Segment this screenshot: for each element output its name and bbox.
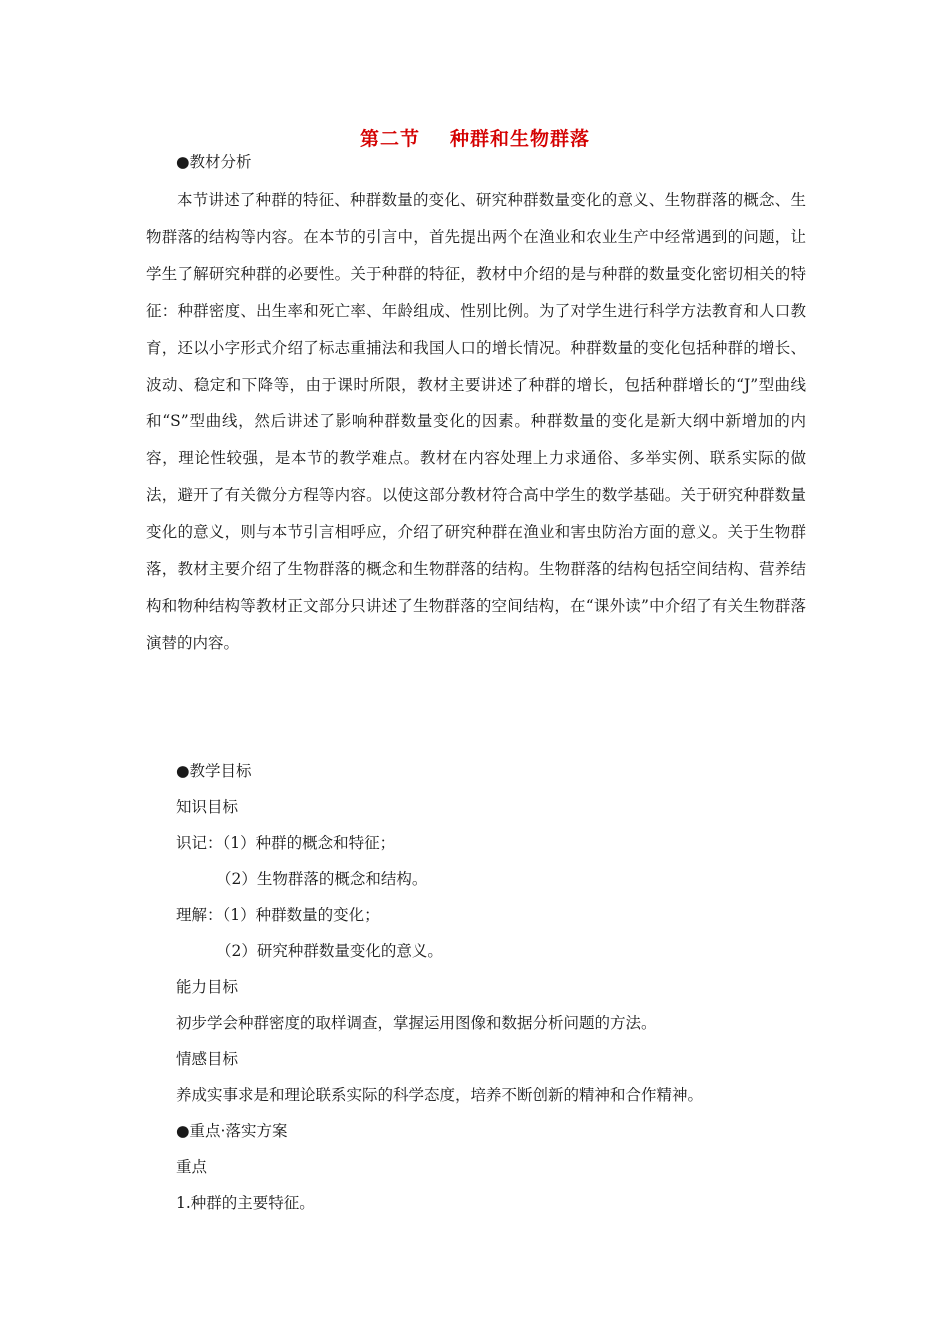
title-section-number: 第二节 (359, 128, 420, 150)
understand-item-2: （2）研究种群数量变化的意义。 (216, 942, 443, 960)
recall-item-2: （2）生物群落的概念和结构。 (216, 870, 428, 888)
key-point-1: 1.种群的主要特征。 (176, 1194, 315, 1212)
knowledge-goal-label: 知识目标 (176, 798, 239, 816)
understand-item-1: 理解：（1）种群数量的变化； (176, 906, 380, 924)
emotion-goal-label: 情感目标 (176, 1050, 239, 1068)
recall-item-1: 识记：（1）种群的概念和特征； (176, 834, 396, 852)
ability-goal-label: 能力目标 (176, 978, 239, 996)
ability-goal-text: 初步学会种群密度的取样调查，掌握运用图像和数据分析问题的方法。 (176, 1014, 657, 1032)
emotion-goal-text: 养成实事求是和理论联系实际的科学态度，培养不断创新的精神和合作精神。 (176, 1086, 704, 1104)
key-points-label: 重点 (176, 1158, 208, 1176)
heading-key-points: ●重点·落实方案 (176, 1122, 288, 1140)
heading-teaching-goals: ●教学目标 (176, 762, 252, 780)
title-topic: 种群和生物群落 (450, 128, 591, 150)
heading-textbook-analysis: ●教材分析 (176, 153, 252, 171)
section-title (0, 124, 950, 151)
analysis-paragraph: 本节讲述了种群的特征、种群数量的变化、研究种群数量变化的意义、生物群落的概念、生物群落的结构等内容。在本节的引言中，首先提出两个在渔业和农业生产中经常遇到的问题，让学生了解研究种群的必要性。关于种群的特征，教材中介绍的是与种群的数量变化密切相关的特征：种群密度、出生率和死亡率、年龄组成、性别比例。为了对学生进行科学方法教育和人口教育，还以小字形式介绍了标志重捕法和我国人口的增长情况。种群数量的变化包括种群的增长、波动、稳定和下降等，由于课时所限，教材主要讲述了种群的增长，包括种群增长的“J”型曲线和“S”型曲线，然后讲述了影响种群数量变化的因素。种群数量的变化是新大纲中新增加的内容，理论性较强，是本节的教学难点。教材在内容处理上力求通俗、多举实例、联系实际的做法，避开了有关微分方程等内容。以使这部分教材符合高中学生的数学基础。关于研究种群数量变化的意义，则与本节引言相呼应，介绍了研究种群在渔业和害虫防治方面的意义。关于生物群落，教材主要介绍了生物群落的概念和生物群落的结构。生物群落的结构包括空间结构、营养结构和物种结构等教材正文部分只讲述了生物群落的空间结构，在“课外读”中介绍了有关生物群落演替的内容。 (146, 191, 806, 652)
